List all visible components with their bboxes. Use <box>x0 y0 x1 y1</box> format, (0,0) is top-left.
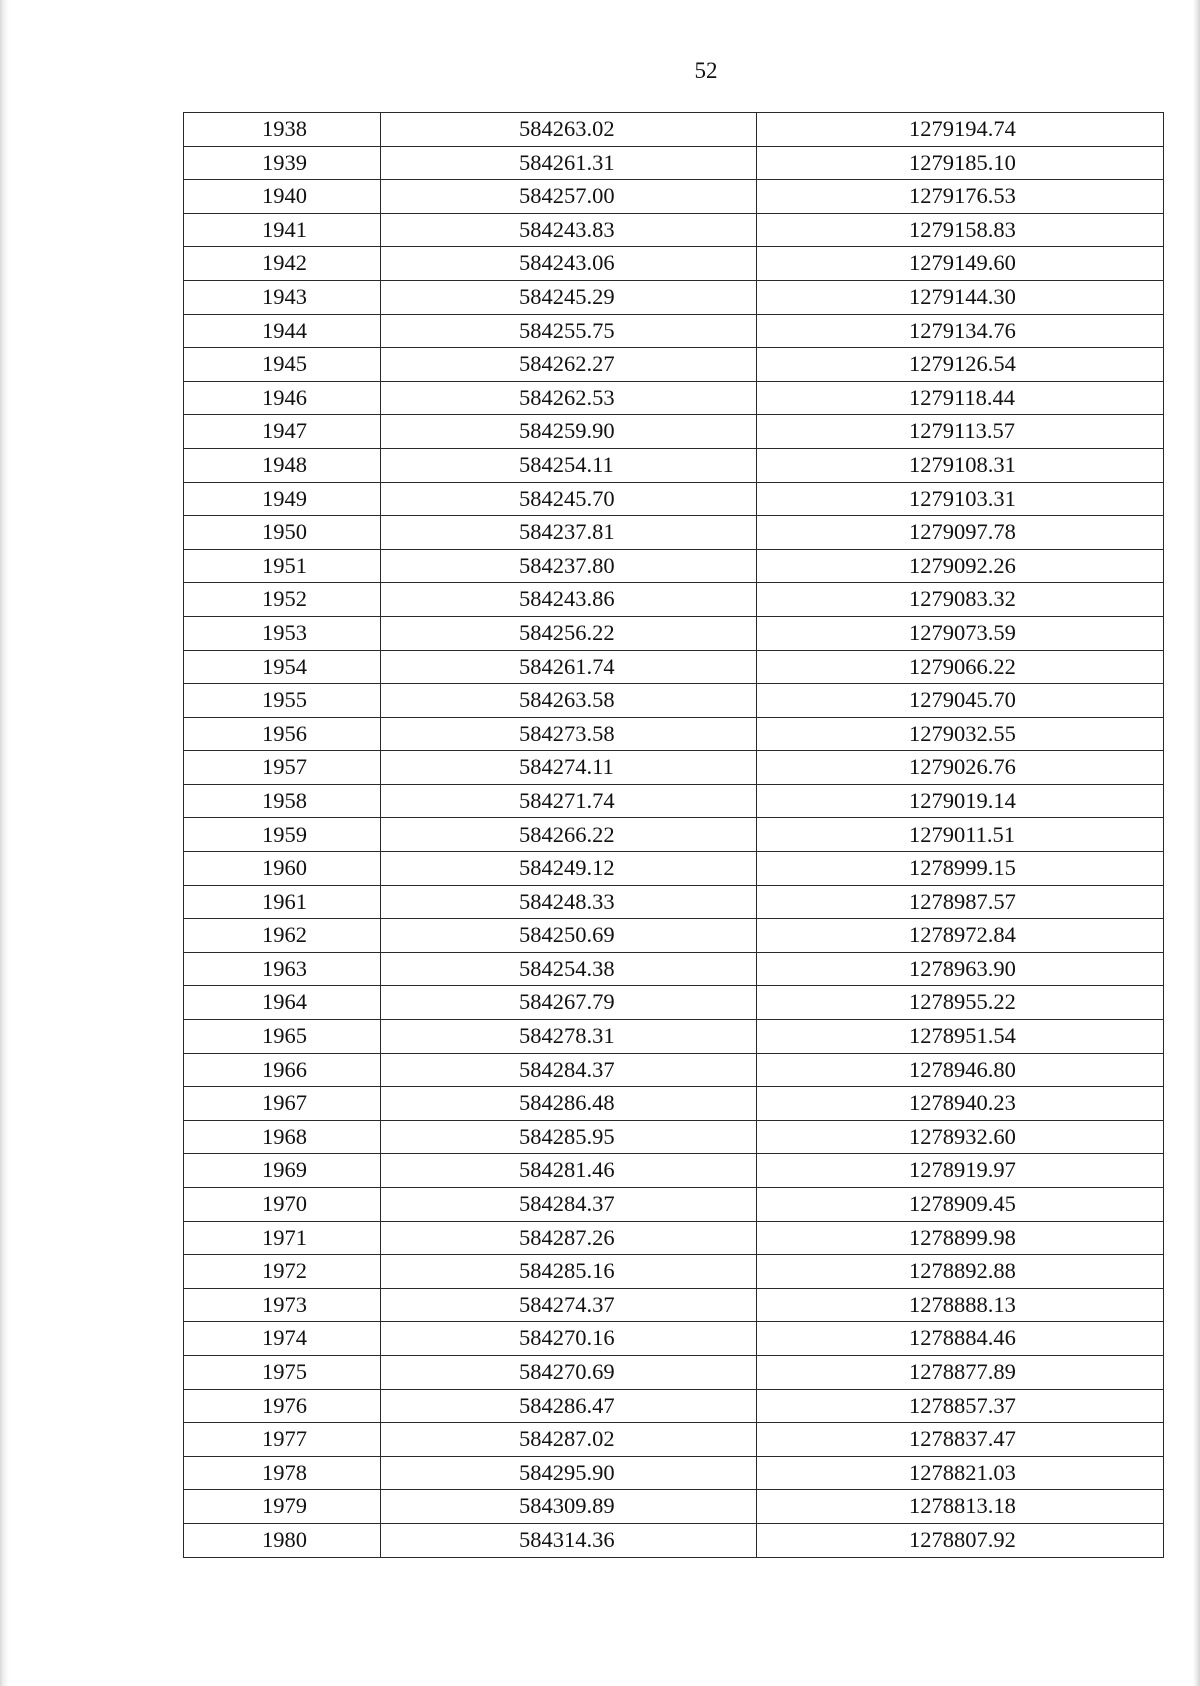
point-number-cell: 1962 <box>184 919 381 953</box>
y-coordinate-cell: 1278987.57 <box>757 885 1164 919</box>
table-row <box>184 415 1164 449</box>
point-number-cell: 1943 <box>184 280 381 314</box>
point-number-cell: 1974 <box>184 1322 381 1356</box>
y-coordinate-cell: 1279097.78 <box>757 516 1164 550</box>
y-coordinate-cell: 1279158.83 <box>757 213 1164 247</box>
table-row <box>184 684 1164 718</box>
coordinate-table-container <box>183 112 1163 1558</box>
y-coordinate-cell: 1279073.59 <box>757 616 1164 650</box>
scan-edge-left <box>0 0 9 1686</box>
x-coordinate-cell: 584262.27 <box>381 348 757 382</box>
y-coordinate-cell: 1279126.54 <box>757 348 1164 382</box>
y-coordinate-cell: 1278909.45 <box>757 1188 1164 1222</box>
table-row <box>184 784 1164 818</box>
table-row <box>184 113 1164 147</box>
x-coordinate-cell: 584285.16 <box>381 1255 757 1289</box>
table-row <box>184 482 1164 516</box>
table-row <box>184 1188 1164 1222</box>
x-coordinate-cell: 584237.81 <box>381 516 757 550</box>
x-coordinate-cell: 584249.12 <box>381 852 757 886</box>
x-coordinate-cell: 584262.53 <box>381 381 757 415</box>
point-number-cell: 1976 <box>184 1389 381 1423</box>
y-coordinate-cell: 1278877.89 <box>757 1355 1164 1389</box>
x-coordinate-cell: 584263.02 <box>381 113 757 147</box>
x-coordinate-cell: 584248.33 <box>381 885 757 919</box>
y-coordinate-cell: 1279032.55 <box>757 717 1164 751</box>
y-coordinate-cell: 1279144.30 <box>757 280 1164 314</box>
coordinate-table-body <box>184 113 1164 1558</box>
x-coordinate-cell: 584259.90 <box>381 415 757 449</box>
table-row <box>184 348 1164 382</box>
point-number-cell: 1970 <box>184 1188 381 1222</box>
table-row <box>184 1355 1164 1389</box>
point-number-cell: 1942 <box>184 247 381 281</box>
x-coordinate-cell: 584243.83 <box>381 213 757 247</box>
point-number-cell: 1979 <box>184 1490 381 1524</box>
point-number-cell: 1960 <box>184 852 381 886</box>
y-coordinate-cell: 1279176.53 <box>757 180 1164 214</box>
x-coordinate-cell: 584284.37 <box>381 1188 757 1222</box>
x-coordinate-cell: 584256.22 <box>381 616 757 650</box>
y-coordinate-cell: 1279134.76 <box>757 314 1164 348</box>
y-coordinate-cell: 1279108.31 <box>757 448 1164 482</box>
y-coordinate-cell: 1278888.13 <box>757 1288 1164 1322</box>
x-coordinate-cell: 584255.75 <box>381 314 757 348</box>
x-coordinate-cell: 584274.37 <box>381 1288 757 1322</box>
table-row <box>184 1322 1164 1356</box>
table-row <box>184 146 1164 180</box>
y-coordinate-cell: 1279194.74 <box>757 113 1164 147</box>
y-coordinate-cell: 1278999.15 <box>757 852 1164 886</box>
point-number-cell: 1958 <box>184 784 381 818</box>
y-coordinate-cell: 1279019.14 <box>757 784 1164 818</box>
point-number-cell: 1957 <box>184 751 381 785</box>
x-coordinate-cell: 584245.70 <box>381 482 757 516</box>
point-number-cell: 1945 <box>184 348 381 382</box>
y-coordinate-cell: 1279118.44 <box>757 381 1164 415</box>
x-coordinate-cell: 584254.11 <box>381 448 757 482</box>
point-number-cell: 1959 <box>184 818 381 852</box>
x-coordinate-cell: 584261.31 <box>381 146 757 180</box>
y-coordinate-cell: 1279045.70 <box>757 684 1164 718</box>
x-coordinate-cell: 584309.89 <box>381 1490 757 1524</box>
table-row <box>184 213 1164 247</box>
y-coordinate-cell: 1279092.26 <box>757 549 1164 583</box>
table-row <box>184 1456 1164 1490</box>
x-coordinate-cell: 584295.90 <box>381 1456 757 1490</box>
y-coordinate-cell: 1279103.31 <box>757 482 1164 516</box>
table-row <box>184 1020 1164 1054</box>
x-coordinate-cell: 584237.80 <box>381 549 757 583</box>
table-row <box>184 952 1164 986</box>
point-number-cell: 1969 <box>184 1154 381 1188</box>
point-number-cell: 1951 <box>184 549 381 583</box>
x-coordinate-cell: 584243.06 <box>381 247 757 281</box>
x-coordinate-cell: 584257.00 <box>381 180 757 214</box>
point-number-cell: 1939 <box>184 146 381 180</box>
table-row <box>184 1053 1164 1087</box>
table-row <box>184 1288 1164 1322</box>
y-coordinate-cell: 1279011.51 <box>757 818 1164 852</box>
table-row <box>184 1154 1164 1188</box>
table-row <box>184 448 1164 482</box>
table-row <box>184 1523 1164 1557</box>
x-coordinate-cell: 584285.95 <box>381 1120 757 1154</box>
y-coordinate-cell: 1278821.03 <box>757 1456 1164 1490</box>
point-number-cell: 1971 <box>184 1221 381 1255</box>
y-coordinate-cell: 1278963.90 <box>757 952 1164 986</box>
table-row <box>184 852 1164 886</box>
x-coordinate-cell: 584278.31 <box>381 1020 757 1054</box>
x-coordinate-cell: 584271.74 <box>381 784 757 818</box>
point-number-cell: 1946 <box>184 381 381 415</box>
x-coordinate-cell: 584261.74 <box>381 650 757 684</box>
table-row <box>184 919 1164 953</box>
x-coordinate-cell: 584250.69 <box>381 919 757 953</box>
table-row <box>184 650 1164 684</box>
scan-edge-right <box>1193 0 1200 1686</box>
x-coordinate-cell: 584267.79 <box>381 986 757 1020</box>
table-row <box>184 1087 1164 1121</box>
x-coordinate-cell: 584314.36 <box>381 1523 757 1557</box>
x-coordinate-cell: 584273.58 <box>381 717 757 751</box>
x-coordinate-cell: 584270.16 <box>381 1322 757 1356</box>
point-number-cell: 1949 <box>184 482 381 516</box>
table-row <box>184 516 1164 550</box>
table-row <box>184 986 1164 1020</box>
y-coordinate-cell: 1278884.46 <box>757 1322 1164 1356</box>
y-coordinate-cell: 1279113.57 <box>757 415 1164 449</box>
point-number-cell: 1944 <box>184 314 381 348</box>
table-row <box>184 1423 1164 1457</box>
point-number-cell: 1940 <box>184 180 381 214</box>
point-number-cell: 1941 <box>184 213 381 247</box>
table-row <box>184 1221 1164 1255</box>
table-row <box>184 583 1164 617</box>
table-row <box>184 1389 1164 1423</box>
point-number-cell: 1948 <box>184 448 381 482</box>
table-row <box>184 717 1164 751</box>
point-number-cell: 1965 <box>184 1020 381 1054</box>
table-row <box>184 1490 1164 1524</box>
point-number-cell: 1966 <box>184 1053 381 1087</box>
point-number-cell: 1977 <box>184 1423 381 1457</box>
x-coordinate-cell: 584286.48 <box>381 1087 757 1121</box>
table-row <box>184 818 1164 852</box>
point-number-cell: 1961 <box>184 885 381 919</box>
y-coordinate-cell: 1278837.47 <box>757 1423 1164 1457</box>
y-coordinate-cell: 1279026.76 <box>757 751 1164 785</box>
y-coordinate-cell: 1279066.22 <box>757 650 1164 684</box>
x-coordinate-cell: 584281.46 <box>381 1154 757 1188</box>
point-number-cell: 1980 <box>184 1523 381 1557</box>
y-coordinate-cell: 1278940.23 <box>757 1087 1164 1121</box>
table-row <box>184 885 1164 919</box>
x-coordinate-cell: 584270.69 <box>381 1355 757 1389</box>
point-number-cell: 1953 <box>184 616 381 650</box>
table-row <box>184 280 1164 314</box>
point-number-cell: 1938 <box>184 113 381 147</box>
point-number-cell: 1972 <box>184 1255 381 1289</box>
table-row <box>184 180 1164 214</box>
x-coordinate-cell: 584254.38 <box>381 952 757 986</box>
point-number-cell: 1952 <box>184 583 381 617</box>
x-coordinate-cell: 584243.86 <box>381 583 757 617</box>
table-row <box>184 314 1164 348</box>
y-coordinate-cell: 1278955.22 <box>757 986 1164 1020</box>
table-row <box>184 381 1164 415</box>
y-coordinate-cell: 1278932.60 <box>757 1120 1164 1154</box>
coordinate-table <box>183 112 1164 1558</box>
y-coordinate-cell: 1279083.32 <box>757 583 1164 617</box>
table-row <box>184 1255 1164 1289</box>
table-row <box>184 247 1164 281</box>
table-row <box>184 616 1164 650</box>
point-number-cell: 1973 <box>184 1288 381 1322</box>
x-coordinate-cell: 584287.26 <box>381 1221 757 1255</box>
point-number-cell: 1954 <box>184 650 381 684</box>
point-number-cell: 1964 <box>184 986 381 1020</box>
point-number-cell: 1963 <box>184 952 381 986</box>
x-coordinate-cell: 584286.47 <box>381 1389 757 1423</box>
point-number-cell: 1978 <box>184 1456 381 1490</box>
point-number-cell: 1956 <box>184 717 381 751</box>
y-coordinate-cell: 1278813.18 <box>757 1490 1164 1524</box>
x-coordinate-cell: 584245.29 <box>381 280 757 314</box>
point-number-cell: 1950 <box>184 516 381 550</box>
y-coordinate-cell: 1279185.10 <box>757 146 1164 180</box>
y-coordinate-cell: 1278951.54 <box>757 1020 1164 1054</box>
x-coordinate-cell: 584266.22 <box>381 818 757 852</box>
table-row <box>184 751 1164 785</box>
y-coordinate-cell: 1278892.88 <box>757 1255 1164 1289</box>
point-number-cell: 1967 <box>184 1087 381 1121</box>
page-number: 52 <box>694 58 718 83</box>
y-coordinate-cell: 1278899.98 <box>757 1221 1164 1255</box>
table-row <box>184 1120 1164 1154</box>
y-coordinate-cell: 1278857.37 <box>757 1389 1164 1423</box>
x-coordinate-cell: 584274.11 <box>381 751 757 785</box>
point-number-cell: 1955 <box>184 684 381 718</box>
point-number-cell: 1975 <box>184 1355 381 1389</box>
x-coordinate-cell: 584287.02 <box>381 1423 757 1457</box>
point-number-cell: 1968 <box>184 1120 381 1154</box>
table-row <box>184 549 1164 583</box>
y-coordinate-cell: 1278807.92 <box>757 1523 1164 1557</box>
y-coordinate-cell: 1278972.84 <box>757 919 1164 953</box>
x-coordinate-cell: 584284.37 <box>381 1053 757 1087</box>
x-coordinate-cell: 584263.58 <box>381 684 757 718</box>
point-number-cell: 1947 <box>184 415 381 449</box>
y-coordinate-cell: 1279149.60 <box>757 247 1164 281</box>
y-coordinate-cell: 1278919.97 <box>757 1154 1164 1188</box>
y-coordinate-cell: 1278946.80 <box>757 1053 1164 1087</box>
